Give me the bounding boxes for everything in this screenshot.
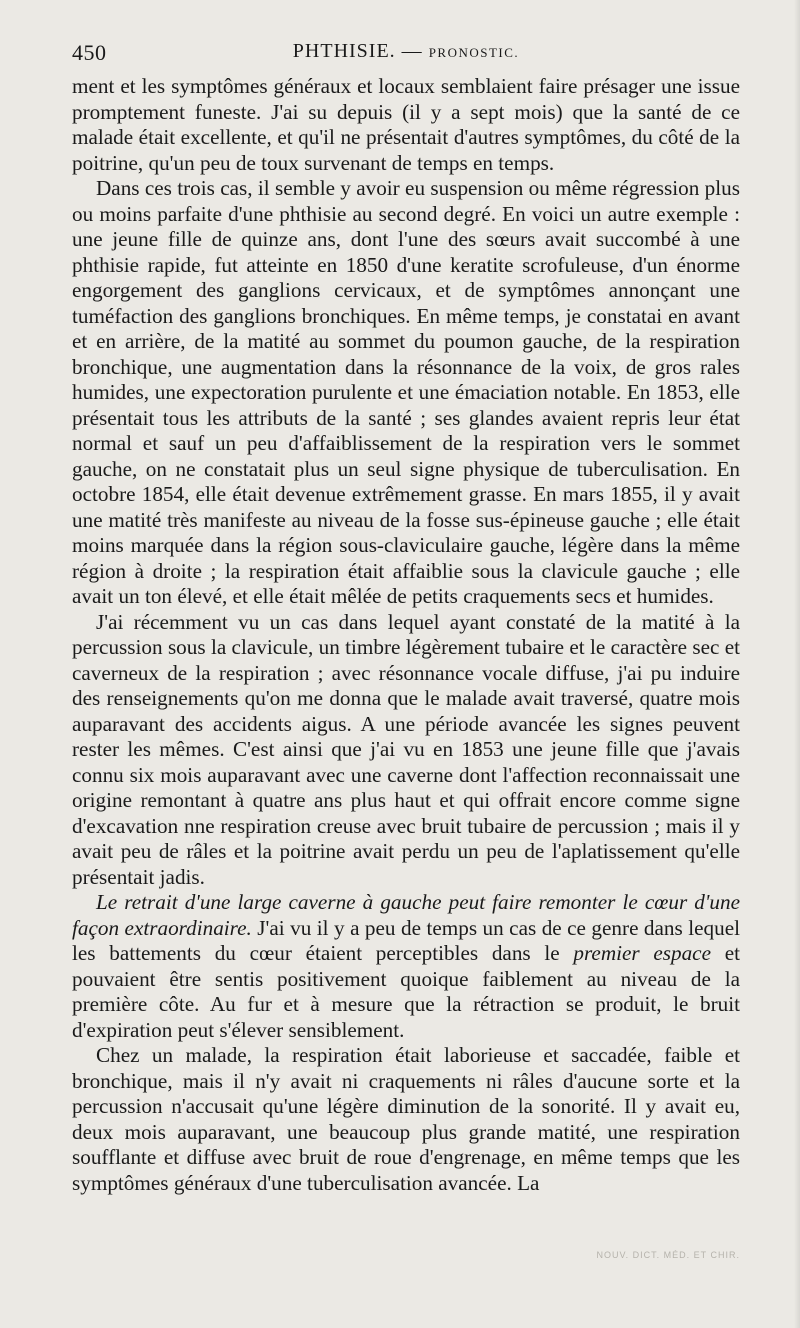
footer-mark: NOUV. DICT. MÉD. ET CHIR. xyxy=(596,1250,740,1260)
paragraph-4-italic-mid: premier espace xyxy=(573,941,711,965)
paragraph-2: Dans ces trois cas, il semble y avoir eu suspension ou même régression plus ou moins parfaite d'une phthisie au second degré. En voici un autre exemple : une jeune fille de quinze ans, dont l'une des sœurs avait succombé à une phthisie rapide, fut atteinte en 1850 d'une keratite scrofuleuse, d'un énorme engorgement des ganglions cervicaux, et de symptômes annonçant une tuméfaction des ganglions bronchiques. En même temps, je constatai en avant et en arrière, de la matité au sommet du poumon gauche, de la respiration bronchique, une augmentation dans la résonnance de la voix, de gros rales humides, une expectoration purulente et une émaciation notable. En 1853, elle présentait tous les attributs de la santé ; ses glandes avaient repris leur état normal et sauf un peu d'affaiblissement de la respiration vers le sommet gauche, on ne constatait plus un seul signe physique de tuberculisation. En octobre 1854, elle était devenue extrêmement grasse. En mars 1855, il y avait une matité très manifeste au niveau de la fosse sus-épineuse gauche ; elle était moins marquée dans la région sous-claviculaire gauche, légère dans la même région à droite ; la respiration était affaiblie sous la clavicule gauche ; elle avait un ton élevé, et elle était mêlée de petits craquements secs et humides. xyxy=(72,176,740,608)
page-number: 450 xyxy=(72,40,107,65)
running-title-sub: PRONOSTIC. xyxy=(428,45,520,60)
paragraph-4-text-a: J'ai vu il y a peu de temps un cas de ce genre dans lequel les battements du cœur étaient perceptibles dans le xyxy=(72,915,741,965)
page-edge-shadow xyxy=(794,0,800,1328)
paragraph-5: Chez un malade, la respiration était laborieuse et saccadée, faible et bronchique, mais il n'y avait ni craquements ni râles d'aucune sorte et la percussion n'accusait qu'une légère diminution de la sonorité. Il y avait eu, deux mois auparavant, une beaucoup plus grande matité, une respiration soufflante et diffuse avec bruit de roue d'engrenage, en même temps que les symptômes généraux d'une tuberculisation avancée. La xyxy=(72,1043,740,1195)
running-title-main: PHTHISIE. — xyxy=(292,40,423,62)
page-header xyxy=(72,40,740,72)
paragraph-3: J'ai récemment vu un cas dans lequel ayant constaté de la matité à la percussion sous la clavicule, un timbre légèrement tubaire et le caractère sec et caverneux de la respiration ; avec résonnance vocale diffuse, j'ai pu induire des renseignements qu'on me donna que le malade avait traversé, quatre mois auparavant des accidents aigus. A une période avancée les signes peuvent rester les mêmes. C'est ainsi que j'ai vu en 1853 une jeune fille que j'avais connu six mois auparavant avec une caverne dont l'affection reconnaissait une origine remontant à quatre ans plus haut et qui offrait encore comme signe d'excavation nne respiration creuse avec bruit tubaire de percussion ; mais il y avait peu de râles et la poitrine avait perdu un peu de l'aplatissement qu'elle présentait jadis. xyxy=(72,609,740,889)
paragraph-1: ment et les symptômes généraux et locaux semblaient faire présager une issue promptement funeste. J'ai su depuis (il y a sept mois) que la santé de ce malade était excellente, et qu'il ne présentait d'autres symptômes, du côté de la poitrine, qu'un peu de toux survenant de temps en temps. xyxy=(72,74,740,175)
paragraph-4 xyxy=(72,890,740,1043)
paragraph-4-italic-lead: Le retrait d'une large caverne à gauche peut faire remonter le cœur d'une façon extraordinaire. xyxy=(72,890,740,940)
body-text xyxy=(72,74,740,1196)
running-title xyxy=(72,40,740,63)
paragraph-4-text-b: et pouvaient être sentis positivement quoique faiblement au niveau de la première côte. Au fur et à mesure que la rétraction se produit, le bruit d'expiration peut s'élever sensiblement. xyxy=(72,941,740,1042)
